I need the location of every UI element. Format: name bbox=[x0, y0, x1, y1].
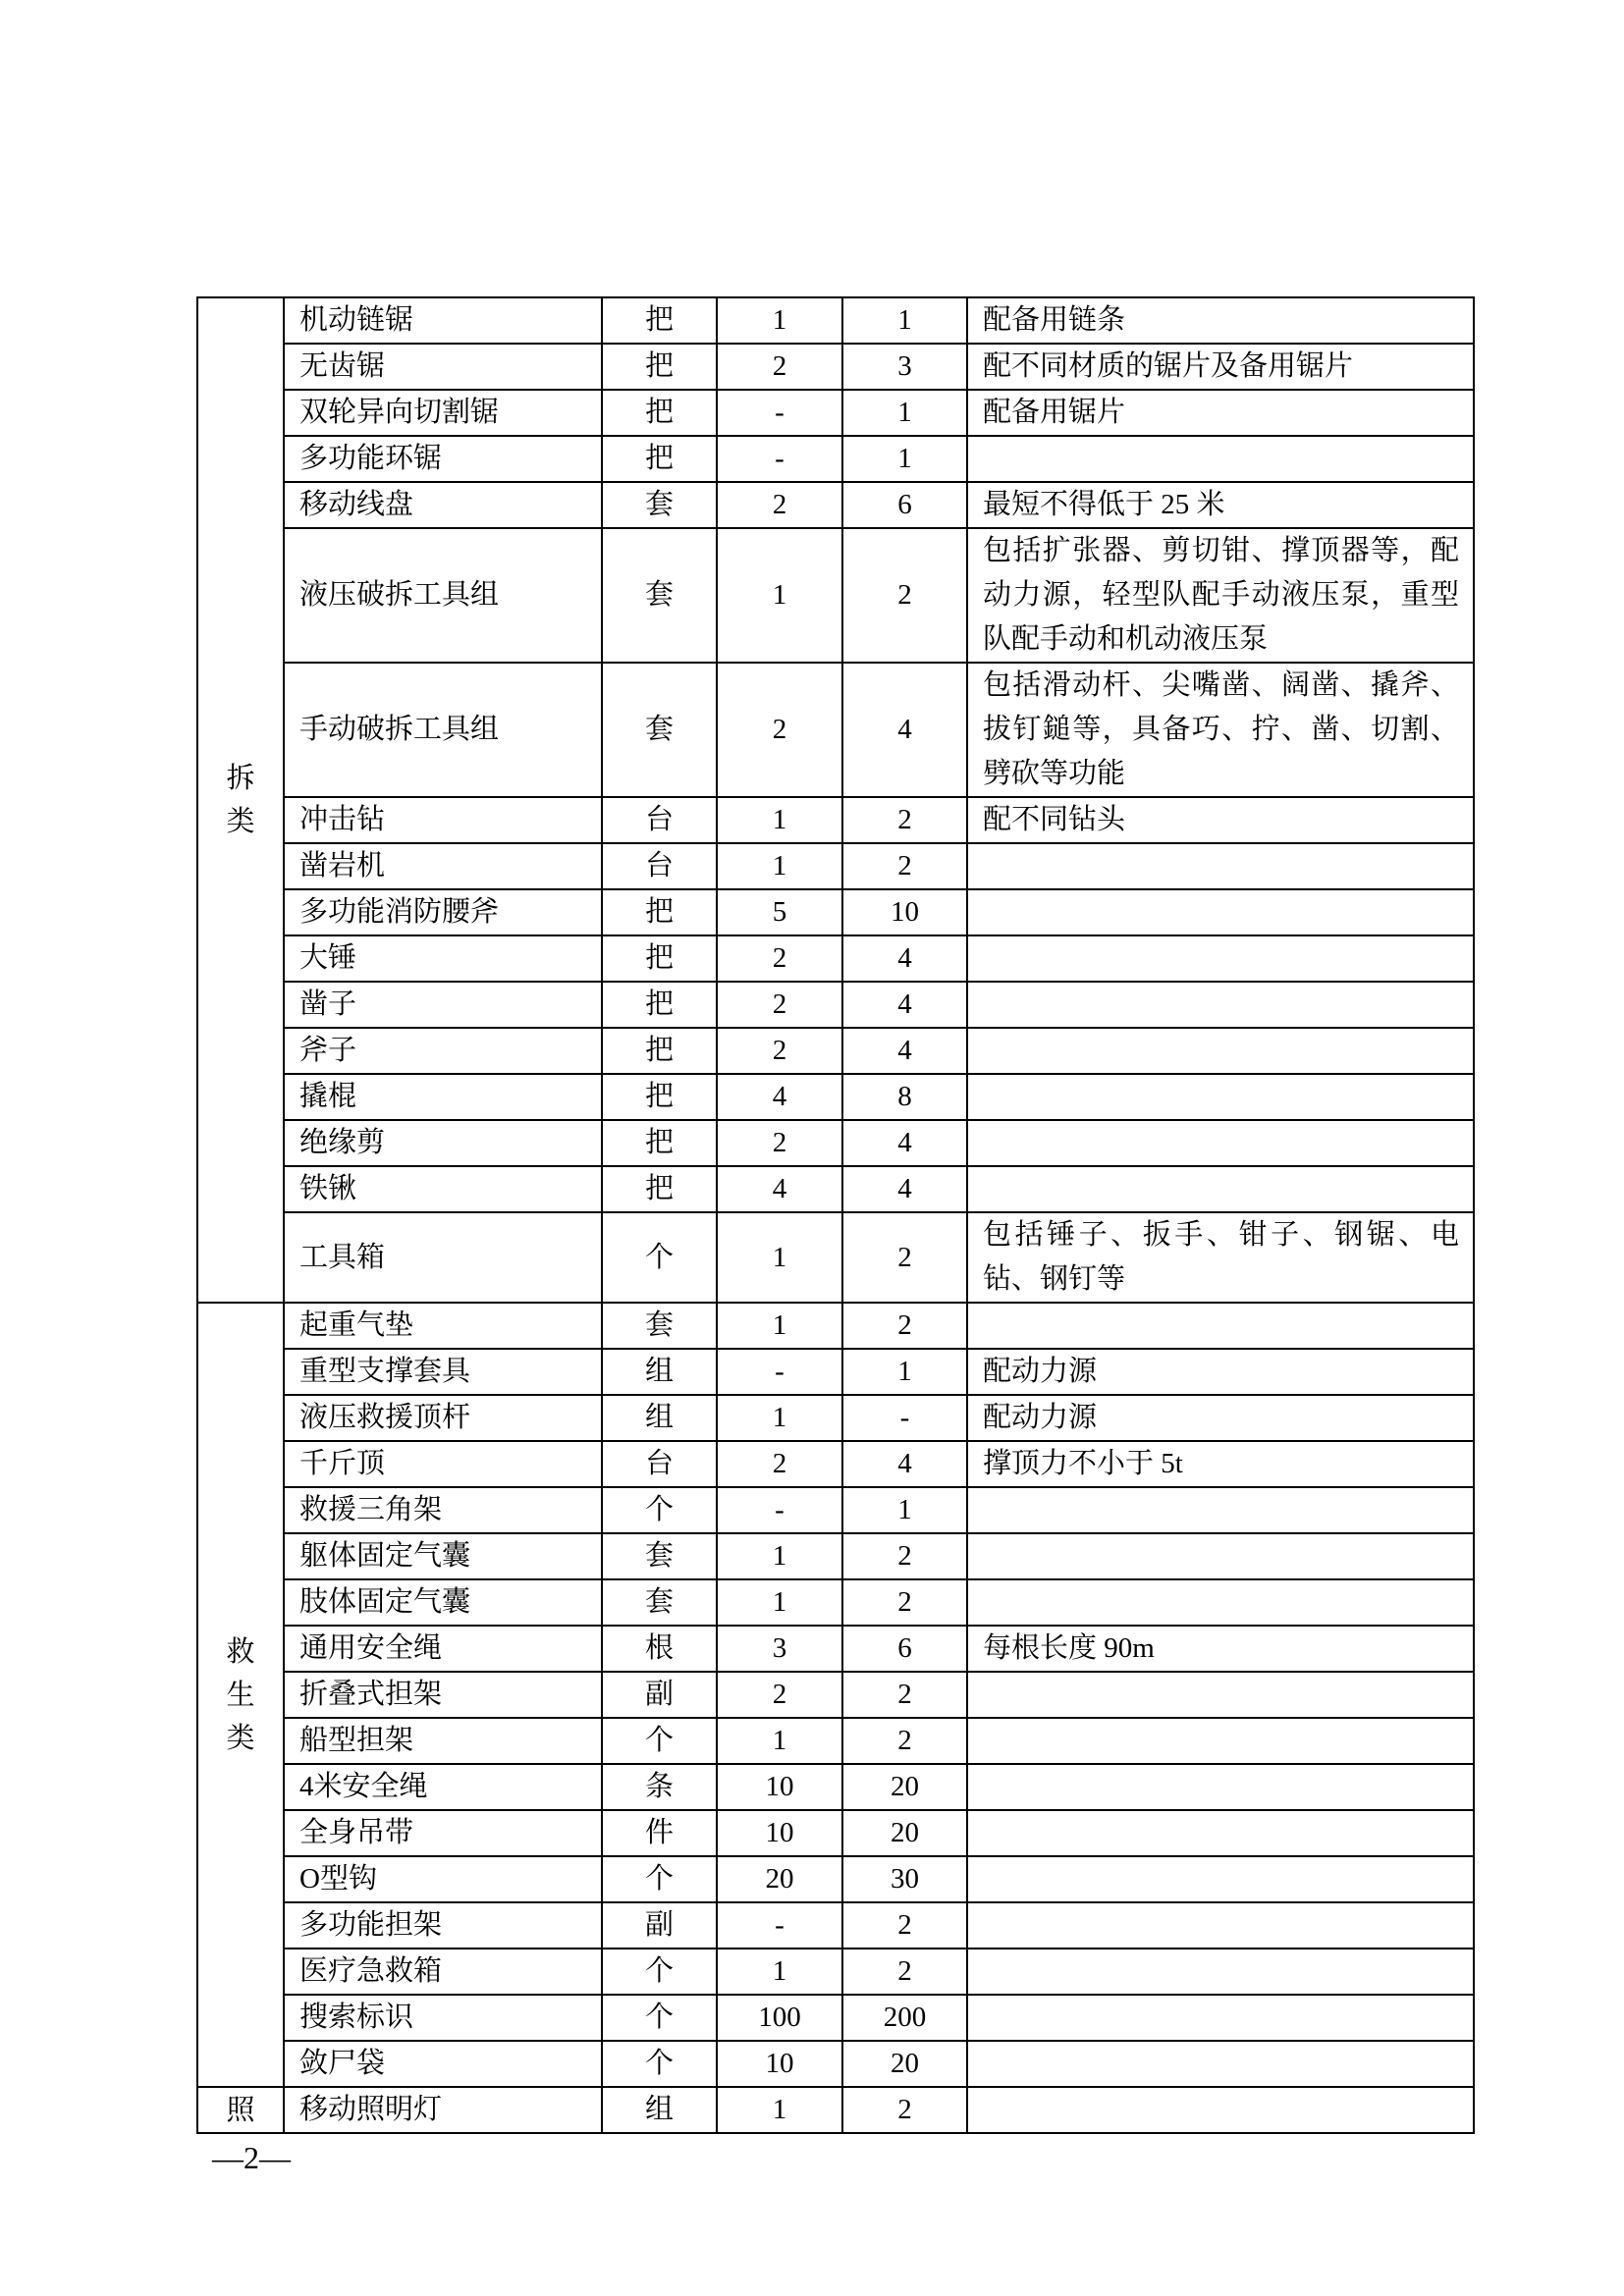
item-name: 大锤 bbox=[284, 935, 602, 982]
remark-line: 钻、钢钉等 bbox=[983, 1263, 1126, 1295]
item-remark bbox=[967, 1764, 1474, 1810]
table-row bbox=[197, 889, 1474, 935]
quantity-heavy-team: 4 bbox=[842, 663, 967, 797]
item-unit: 把 bbox=[602, 982, 717, 1028]
table-row bbox=[197, 528, 1474, 663]
item-remark bbox=[967, 663, 1474, 797]
item-name: 冲击钻 bbox=[284, 797, 602, 843]
item-unit: 把 bbox=[602, 1120, 717, 1166]
item-unit: 套 bbox=[602, 1579, 717, 1626]
item-remark bbox=[967, 1533, 1474, 1579]
item-remark bbox=[967, 482, 1474, 528]
quantity-light-team: 1 bbox=[717, 528, 842, 663]
item-unit: 把 bbox=[602, 1074, 717, 1120]
quantity-heavy-team: 20 bbox=[842, 2041, 967, 2087]
item-remark bbox=[967, 1487, 1474, 1533]
item-unit: 组 bbox=[602, 2087, 717, 2133]
quantity-heavy-team: 6 bbox=[842, 1626, 967, 1672]
table-row bbox=[197, 1949, 1474, 1995]
table-row bbox=[197, 1672, 1474, 1718]
quantity-heavy-team: 2 bbox=[842, 528, 967, 663]
page-number: —2— bbox=[212, 2140, 291, 2175]
item-remark bbox=[967, 1902, 1474, 1949]
category-char: 拆 bbox=[226, 763, 255, 794]
quantity-light-team: - bbox=[717, 1487, 842, 1533]
quantity-light-team: 1 bbox=[717, 1579, 842, 1626]
table-row bbox=[197, 935, 1474, 982]
item-name: 液压破拆工具组 bbox=[284, 528, 602, 663]
item-remark bbox=[967, 1626, 1474, 1672]
item-unit: 台 bbox=[602, 797, 717, 843]
remark-line: 配不同钻头 bbox=[983, 804, 1126, 835]
quantity-light-team: 2 bbox=[717, 482, 842, 528]
quantity-heavy-team: 1 bbox=[842, 1487, 967, 1533]
remark-line: 撑顶力不小于 5t bbox=[983, 1448, 1183, 1479]
quantity-heavy-team: 4 bbox=[842, 1441, 967, 1487]
table-row bbox=[197, 436, 1474, 482]
quantity-light-team: 1 bbox=[717, 1718, 842, 1764]
item-name: 重型支撑套具 bbox=[284, 1349, 602, 1395]
equipment-table-body bbox=[197, 297, 1474, 2133]
quantity-heavy-team: 6 bbox=[842, 482, 967, 528]
item-remark bbox=[967, 1166, 1474, 1212]
item-remark bbox=[967, 1395, 1474, 1441]
item-unit: 把 bbox=[602, 1028, 717, 1074]
quantity-heavy-team: 2 bbox=[842, 1533, 967, 1579]
table-row bbox=[197, 1533, 1474, 1579]
item-name: 全身吊带 bbox=[284, 1810, 602, 1856]
item-name: 医疗急救箱 bbox=[284, 1949, 602, 1995]
table-row bbox=[197, 1718, 1474, 1764]
table-row bbox=[197, 1579, 1474, 1626]
quantity-light-team: 20 bbox=[717, 1856, 842, 1902]
quantity-heavy-team: 1 bbox=[842, 297, 967, 344]
quantity-light-team: 2 bbox=[717, 1120, 842, 1166]
table-row bbox=[197, 1626, 1474, 1672]
table-row bbox=[197, 1810, 1474, 1856]
remark-line: 配备用锯片 bbox=[983, 397, 1126, 428]
item-remark bbox=[967, 797, 1474, 843]
table-row bbox=[197, 1764, 1474, 1810]
quantity-heavy-team: 2 bbox=[842, 1902, 967, 1949]
table-row bbox=[197, 2041, 1474, 2087]
item-unit: 套 bbox=[602, 482, 717, 528]
quantity-heavy-team: 1 bbox=[842, 1349, 967, 1395]
item-name: 多功能担架 bbox=[284, 1902, 602, 1949]
item-unit: 组 bbox=[602, 1349, 717, 1395]
quantity-heavy-team: 4 bbox=[842, 1166, 967, 1212]
quantity-light-team: - bbox=[717, 1902, 842, 1949]
item-remark bbox=[967, 1074, 1474, 1120]
item-unit: 副 bbox=[602, 1902, 717, 1949]
quantity-light-team: 10 bbox=[717, 2041, 842, 2087]
quantity-heavy-team: 3 bbox=[842, 344, 967, 390]
quantity-light-team: 4 bbox=[717, 1166, 842, 1212]
category-char: 照 bbox=[226, 2094, 255, 2126]
quantity-heavy-team: 2 bbox=[842, 797, 967, 843]
item-unit: 个 bbox=[602, 1856, 717, 1902]
item-remark bbox=[967, 1303, 1474, 1349]
item-unit: 把 bbox=[602, 1166, 717, 1212]
quantity-light-team: 1 bbox=[717, 1533, 842, 1579]
item-remark bbox=[967, 982, 1474, 1028]
category-cell bbox=[197, 2087, 284, 2133]
table-row bbox=[197, 1856, 1474, 1902]
remark-line: 每根长度 90m bbox=[983, 1632, 1155, 1664]
quantity-light-team: 2 bbox=[717, 1028, 842, 1074]
quantity-light-team: 2 bbox=[717, 1441, 842, 1487]
item-name: 船型担架 bbox=[284, 1718, 602, 1764]
quantity-heavy-team: 2 bbox=[842, 2087, 967, 2133]
quantity-heavy-team: 2 bbox=[842, 843, 967, 889]
item-name: 工具箱 bbox=[284, 1212, 602, 1303]
quantity-heavy-team: - bbox=[842, 1395, 967, 1441]
item-name: 撬棍 bbox=[284, 1074, 602, 1120]
item-unit: 台 bbox=[602, 1441, 717, 1487]
item-name: 敛尸袋 bbox=[284, 2041, 602, 2087]
quantity-heavy-team: 2 bbox=[842, 1672, 967, 1718]
quantity-light-team: 1 bbox=[717, 2087, 842, 2133]
item-remark bbox=[967, 528, 1474, 663]
remark-line: 劈砍等功能 bbox=[983, 758, 1126, 789]
item-name: 手动破拆工具组 bbox=[284, 663, 602, 797]
table-row bbox=[197, 1212, 1474, 1303]
item-name: 凿岩机 bbox=[284, 843, 602, 889]
remark-line: 动力源，轻型队配手动液压泵，重型 bbox=[983, 579, 1459, 611]
remark-line: 配动力源 bbox=[983, 1356, 1098, 1387]
quantity-heavy-team: 1 bbox=[842, 436, 967, 482]
quantity-heavy-team: 30 bbox=[842, 1856, 967, 1902]
item-remark bbox=[967, 843, 1474, 889]
quantity-light-team: - bbox=[717, 390, 842, 436]
quantity-heavy-team: 4 bbox=[842, 982, 967, 1028]
item-name: 无齿锯 bbox=[284, 344, 602, 390]
item-name: 斧子 bbox=[284, 1028, 602, 1074]
item-unit: 台 bbox=[602, 843, 717, 889]
category-cell bbox=[197, 1303, 284, 2087]
remark-line: 配动力源 bbox=[983, 1402, 1098, 1433]
category-cell bbox=[197, 297, 284, 1303]
item-remark bbox=[967, 1718, 1474, 1764]
item-remark bbox=[967, 1949, 1474, 1995]
quantity-heavy-team: 20 bbox=[842, 1764, 967, 1810]
item-name: 4米安全绳 bbox=[284, 1764, 602, 1810]
item-unit: 条 bbox=[602, 1764, 717, 1810]
item-remark bbox=[967, 1579, 1474, 1626]
category-char: 救 bbox=[226, 1635, 255, 1668]
item-name: 救援三角架 bbox=[284, 1487, 602, 1533]
table-row bbox=[197, 1902, 1474, 1949]
table-row bbox=[197, 1349, 1474, 1395]
item-name: 移动照明灯 bbox=[284, 2087, 602, 2133]
item-unit: 个 bbox=[602, 1949, 717, 1995]
quantity-heavy-team: 2 bbox=[842, 1212, 967, 1303]
quantity-light-team: 5 bbox=[717, 889, 842, 935]
item-name: 液压救援顶杆 bbox=[284, 1395, 602, 1441]
quantity-light-team: 3 bbox=[717, 1626, 842, 1672]
item-remark bbox=[967, 1672, 1474, 1718]
item-unit: 套 bbox=[602, 663, 717, 797]
item-unit: 个 bbox=[602, 1718, 717, 1764]
item-unit: 把 bbox=[602, 344, 717, 390]
quantity-light-team: 1 bbox=[717, 1395, 842, 1441]
item-remark bbox=[967, 1028, 1474, 1074]
item-name: 铁锹 bbox=[284, 1166, 602, 1212]
remark-line: 包括锤子、扳手、钳子、钢锯、电 bbox=[983, 1219, 1459, 1251]
item-name: 绝缘剪 bbox=[284, 1120, 602, 1166]
remark-line: 队配手动和机动液压泵 bbox=[983, 623, 1269, 655]
remark-line: 包括扩张器、剪切钳、撑顶器等，配 bbox=[983, 535, 1459, 566]
quantity-heavy-team: 4 bbox=[842, 1028, 967, 1074]
item-name: O型钩 bbox=[284, 1856, 602, 1902]
item-unit: 个 bbox=[602, 1487, 717, 1533]
item-remark bbox=[967, 436, 1474, 482]
table-row bbox=[197, 1395, 1474, 1441]
quantity-heavy-team: 2 bbox=[842, 1579, 967, 1626]
item-name: 双轮异向切割锯 bbox=[284, 390, 602, 436]
item-remark bbox=[967, 1212, 1474, 1303]
item-name: 多功能环锯 bbox=[284, 436, 602, 482]
item-unit: 套 bbox=[602, 1533, 717, 1579]
quantity-light-team: 10 bbox=[717, 1810, 842, 1856]
item-unit: 个 bbox=[602, 1995, 717, 2041]
table-row bbox=[197, 482, 1474, 528]
item-remark bbox=[967, 1120, 1474, 1166]
remark-line: 最短不得低于 25 米 bbox=[983, 489, 1225, 520]
item-name: 肢体固定气囊 bbox=[284, 1579, 602, 1626]
quantity-heavy-team: 200 bbox=[842, 1995, 967, 2041]
quantity-heavy-team: 1 bbox=[842, 390, 967, 436]
table-row bbox=[197, 1441, 1474, 1487]
item-unit: 把 bbox=[602, 390, 717, 436]
item-remark bbox=[967, 889, 1474, 935]
table-row bbox=[197, 1166, 1474, 1212]
quantity-light-team: 10 bbox=[717, 1764, 842, 1810]
quantity-heavy-team: 10 bbox=[842, 889, 967, 935]
item-unit: 个 bbox=[602, 2041, 717, 2087]
table-row bbox=[197, 390, 1474, 436]
item-unit: 把 bbox=[602, 436, 717, 482]
quantity-light-team: - bbox=[717, 436, 842, 482]
remark-line: 拔钉鎚等，具备巧、拧、凿、切割、 bbox=[983, 714, 1459, 745]
item-name: 凿子 bbox=[284, 982, 602, 1028]
item-remark bbox=[967, 344, 1474, 390]
category-char: 类 bbox=[226, 806, 255, 837]
item-remark bbox=[967, 1856, 1474, 1902]
category-char: 类 bbox=[226, 1722, 255, 1754]
quantity-heavy-team: 8 bbox=[842, 1074, 967, 1120]
table-row bbox=[197, 1120, 1474, 1166]
item-name: 移动线盘 bbox=[284, 482, 602, 528]
item-name: 起重气垫 bbox=[284, 1303, 602, 1349]
item-remark bbox=[967, 390, 1474, 436]
table-row bbox=[197, 1028, 1474, 1074]
quantity-light-team: 1 bbox=[717, 843, 842, 889]
item-unit: 个 bbox=[602, 1212, 717, 1303]
remark-line: 配备用链条 bbox=[983, 304, 1126, 336]
category-char: 生 bbox=[226, 1679, 255, 1711]
item-name: 折叠式担架 bbox=[284, 1672, 602, 1718]
item-name: 千斤顶 bbox=[284, 1441, 602, 1487]
table-row bbox=[197, 843, 1474, 889]
quantity-light-team: 1 bbox=[717, 297, 842, 344]
item-remark bbox=[967, 297, 1474, 344]
item-remark bbox=[967, 1995, 1474, 2041]
table-row bbox=[197, 2087, 1474, 2133]
quantity-light-team: 100 bbox=[717, 1995, 842, 2041]
item-unit: 套 bbox=[602, 528, 717, 663]
item-unit: 根 bbox=[602, 1626, 717, 1672]
item-unit: 套 bbox=[602, 1303, 717, 1349]
item-name: 搜索标识 bbox=[284, 1995, 602, 2041]
table-row bbox=[197, 663, 1474, 797]
item-name: 躯体固定气囊 bbox=[284, 1533, 602, 1579]
item-remark bbox=[967, 1810, 1474, 1856]
quantity-light-team: 2 bbox=[717, 663, 842, 797]
quantity-light-team: - bbox=[717, 1349, 842, 1395]
table-row bbox=[197, 982, 1474, 1028]
quantity-heavy-team: 2 bbox=[842, 1949, 967, 1995]
remark-line: 包括滑动杆、尖嘴凿、阔凿、撬斧、 bbox=[983, 669, 1459, 701]
equipment-table bbox=[196, 296, 1475, 2134]
item-remark bbox=[967, 1441, 1474, 1487]
item-remark bbox=[967, 1349, 1474, 1395]
item-unit: 件 bbox=[602, 1810, 717, 1856]
quantity-light-team: 1 bbox=[717, 1303, 842, 1349]
table-row bbox=[197, 1074, 1474, 1120]
quantity-light-team: 1 bbox=[717, 1212, 842, 1303]
quantity-light-team: 4 bbox=[717, 1074, 842, 1120]
table-row bbox=[197, 1487, 1474, 1533]
item-name: 通用安全绳 bbox=[284, 1626, 602, 1672]
item-unit: 副 bbox=[602, 1672, 717, 1718]
quantity-light-team: 1 bbox=[717, 797, 842, 843]
item-remark bbox=[967, 2041, 1474, 2087]
quantity-light-team: 2 bbox=[717, 982, 842, 1028]
quantity-light-team: 2 bbox=[717, 1672, 842, 1718]
item-name: 多功能消防腰斧 bbox=[284, 889, 602, 935]
item-unit: 把 bbox=[602, 889, 717, 935]
quantity-heavy-team: 4 bbox=[842, 935, 967, 982]
quantity-light-team: 2 bbox=[717, 344, 842, 390]
quantity-heavy-team: 2 bbox=[842, 1303, 967, 1349]
item-remark bbox=[967, 935, 1474, 982]
table-row bbox=[197, 1303, 1474, 1349]
quantity-light-team: 2 bbox=[717, 935, 842, 982]
quantity-heavy-team: 20 bbox=[842, 1810, 967, 1856]
quantity-light-team: 1 bbox=[717, 1949, 842, 1995]
quantity-heavy-team: 4 bbox=[842, 1120, 967, 1166]
table-row bbox=[197, 344, 1474, 390]
remark-line: 配不同材质的锯片及备用锯片 bbox=[983, 350, 1354, 382]
item-unit: 组 bbox=[602, 1395, 717, 1441]
item-remark bbox=[967, 2087, 1474, 2133]
item-name: 机动链锯 bbox=[284, 297, 602, 344]
item-unit: 把 bbox=[602, 935, 717, 982]
table-row bbox=[197, 797, 1474, 843]
item-unit: 把 bbox=[602, 297, 717, 344]
table-row bbox=[197, 1995, 1474, 2041]
table-row bbox=[197, 297, 1474, 344]
quantity-heavy-team: 2 bbox=[842, 1718, 967, 1764]
